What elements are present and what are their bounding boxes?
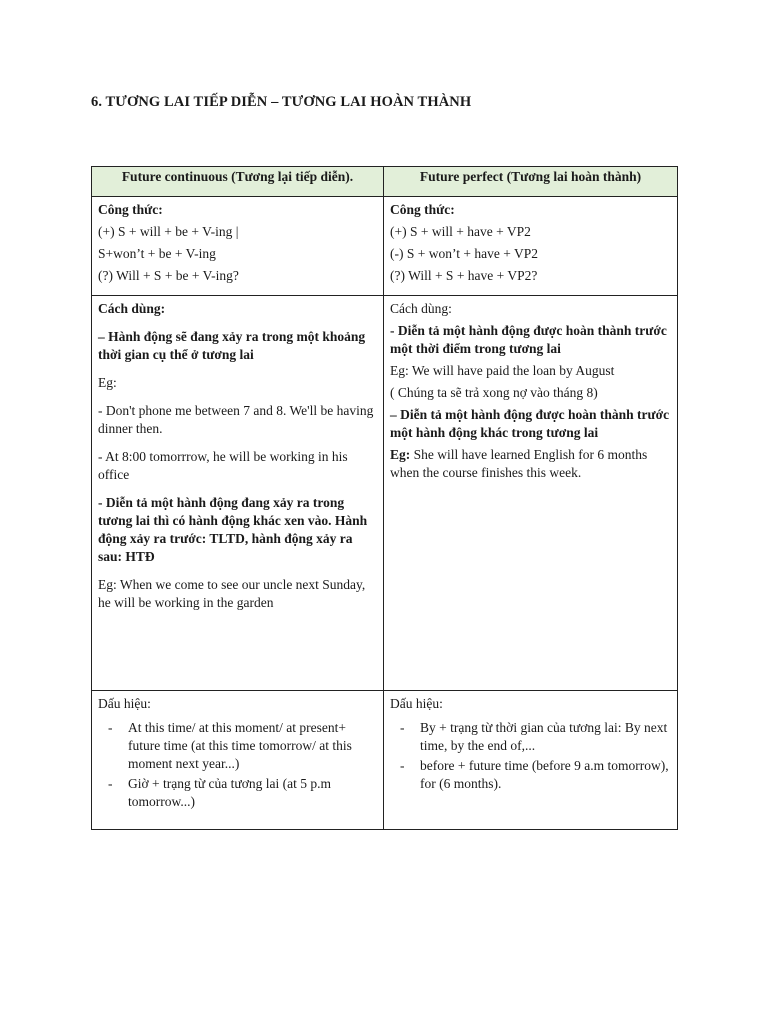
example-label: Eg: xyxy=(390,447,411,462)
formula-cell-right xyxy=(384,197,678,296)
usage-description: – Hành động sẽ đang xảy ra trong một khoảng thời gian cụ thể ở tương lai xyxy=(98,329,366,362)
formula-question: (?) Will + S + have + VP2? xyxy=(390,268,538,283)
example-translation: ( Chúng ta sẽ trả xong nợ vào tháng 8) xyxy=(390,385,598,400)
signs-cell-right xyxy=(384,691,678,830)
usage-label: Cách dùng: xyxy=(390,301,452,316)
example-text: Eg: We will have paid the loan by August xyxy=(390,363,615,378)
formula-question: (?) Will + S + be + V-ing? xyxy=(98,268,239,283)
formula-cell-left xyxy=(92,197,384,296)
formula-row xyxy=(92,197,678,296)
list-item: - By + trạng từ thời gian của tương lai: By next time, by the end of,... xyxy=(390,719,671,755)
usage-cell-right xyxy=(384,296,678,691)
header-row xyxy=(92,167,678,197)
example-sentence: She will have learned English for 6 months when the course finishes this week. xyxy=(390,447,648,480)
signs-list xyxy=(98,719,377,811)
header-future-perfect: Future perfect (Tương lai hoàn thành) xyxy=(384,167,678,197)
signs-label: Dấu hiệu: xyxy=(98,696,151,711)
usage-description: - Diễn tả một hành động được hoàn thành trước một thời điểm trong tương lai xyxy=(390,323,667,356)
list-item: - At this time/ at this moment/ at present+ future time (at this time tomorrow/ at this moment next year...) xyxy=(98,719,377,773)
formula-positive: (+) S + will + be + V-ing | xyxy=(98,224,239,239)
signs-row xyxy=(92,691,678,830)
signs-label: Dấu hiệu: xyxy=(390,696,443,711)
formula-negative: (-) S + won’t + have + VP2 xyxy=(390,246,538,261)
tense-comparison-table xyxy=(91,166,678,830)
example-text: - Don't phone me between 7 and 8. We'll be having dinner then. xyxy=(98,403,374,436)
example-text: - At 8:00 tomorrrow, he will be working in his office xyxy=(98,449,348,482)
formula-label: Công thức: xyxy=(390,202,455,217)
usage-description: - Diễn tả một hành động đang xảy ra trong tương lai thì có hành động khác xen vào. Hành động xảy ra trước: TLTD, hành động xảy ra sau: HTĐ xyxy=(98,495,368,564)
usage-cell-left xyxy=(92,296,384,691)
formula-negative: S+won’t + be + V-ing xyxy=(98,246,216,261)
example-text: Eg: When we come to see our uncle next Sunday, he will be working in the garden xyxy=(98,577,366,610)
usage-description: – Diễn tả một hành động được hoàn thành trước một hành động khác trong tương lai xyxy=(390,407,670,440)
usage-row xyxy=(92,296,678,691)
list-item: - Giờ + trạng từ của tương lai (at 5 p.m tomorrow...) xyxy=(98,775,377,811)
signs-cell-left xyxy=(92,691,384,830)
formula-positive: (+) S + will + have + VP2 xyxy=(390,224,531,239)
signs-list xyxy=(390,719,671,793)
list-item: - before + future time (before 9 a.m tomorrow), for (6 months). xyxy=(390,757,671,793)
usage-label: Cách dùng: xyxy=(98,301,166,316)
page-title: 6. TƯƠNG LAI TIẾP DIỄN – TƯƠNG LAI HOÀN THÀNH xyxy=(91,94,472,110)
formula-label: Công thức: xyxy=(98,202,163,217)
example-text xyxy=(390,446,671,482)
header-future-continuous: Future continuous (Tương lại tiếp diễn). xyxy=(92,167,384,197)
example-label: Eg: xyxy=(98,375,117,390)
